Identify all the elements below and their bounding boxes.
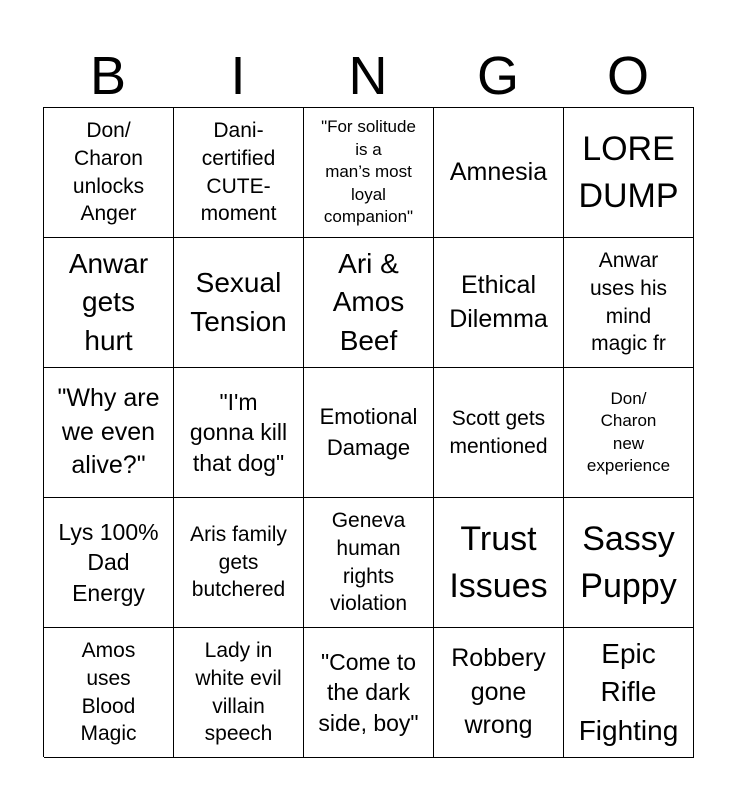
cell-text: LORE DUMP [578,129,679,215]
cell-text: Ari & Amos Beef [332,247,405,356]
bingo-cell-r1-c4[interactable] [434,108,564,238]
bingo-cell-r1-c2[interactable] [174,108,304,238]
cell-text: "Come to the dark side, boy" [318,648,419,736]
cell-text: Lady in white evil villain speech [195,638,282,746]
bingo-cell-r1-c3[interactable] [304,108,434,238]
cell-text: Epic Rifle Fighting [578,637,679,746]
bingo-cell-r2-c3[interactable] [304,238,434,368]
cell-text: Don/ Charon unlocks Anger [72,118,145,226]
bingo-cell-r4-c5[interactable] [564,498,694,628]
bingo-cell-r5-c3[interactable] [304,628,434,758]
bingo-cell-r3-c1[interactable] [44,368,174,498]
cell-text: Lys 100% Dad Energy [58,518,159,606]
bingo-cell-r3-c4[interactable] [434,368,564,498]
cell-text: "Why are we even alive?" [57,383,160,480]
cell-text: Sexual Tension [190,266,287,337]
bingo-grid [43,107,694,757]
cell-text: Don/ Charon new experience [586,388,671,475]
cell-text: Aris family gets butchered [190,522,287,602]
bingo-cell-r5-c1[interactable] [44,628,174,758]
header-letter-i: I [230,46,246,106]
cell-text: Anwar uses his mind magic fr [589,248,668,356]
cell-text: "For solitude is a man’s most loyal companion" [321,117,416,227]
bingo-cell-r1-c1[interactable] [44,108,174,238]
bingo-cell-r4-c3[interactable] [304,498,434,628]
bingo-cell-r3-c3[interactable] [304,368,434,498]
bingo-cell-r1-c5[interactable] [564,108,694,238]
bingo-cell-r4-c2[interactable] [174,498,304,628]
cell-text: Emotional Damage [319,404,418,460]
bingo-cell-r5-c2[interactable] [174,628,304,758]
header-letter-o: O [606,46,649,106]
bingo-cell-r2-c5[interactable] [564,238,694,368]
cell-text: Ethical Dilemma [449,270,548,333]
cell-text: Trust Issues [449,519,548,605]
bingo-cell-r3-c2[interactable] [174,368,304,498]
bingo-cell-r2-c4[interactable] [434,238,564,368]
cell-text: "I'm gonna kill that dog" [189,388,288,476]
bingo-cell-r4-c1[interactable] [44,498,174,628]
header-letter-n: N [348,46,388,106]
bingo-header [43,44,693,108]
cell-text: Anwar gets hurt [68,247,149,356]
cell-text: Sassy Puppy [580,519,677,605]
cell-text: Amos uses Blood Magic [80,638,137,746]
bingo-cell-r3-c5[interactable] [564,368,694,498]
header-letter-b: B [89,46,127,106]
cell-text: Scott gets mentioned [449,406,548,458]
bingo-cell-r2-c1[interactable] [44,238,174,368]
cell-text: Amnesia [449,157,548,186]
bingo-cell-r5-c4[interactable] [434,628,564,758]
bingo-cell-r4-c4[interactable] [434,498,564,628]
cell-text: Dani- certified CUTE- moment [200,118,277,226]
cell-text: Robbery gone wrong [451,643,546,740]
header-letter-g: G [476,46,519,106]
cell-text: Geneva human rights violation [329,508,408,616]
bingo-cell-r5-c5[interactable] [564,628,694,758]
bingo-cell-r2-c2[interactable] [174,238,304,368]
